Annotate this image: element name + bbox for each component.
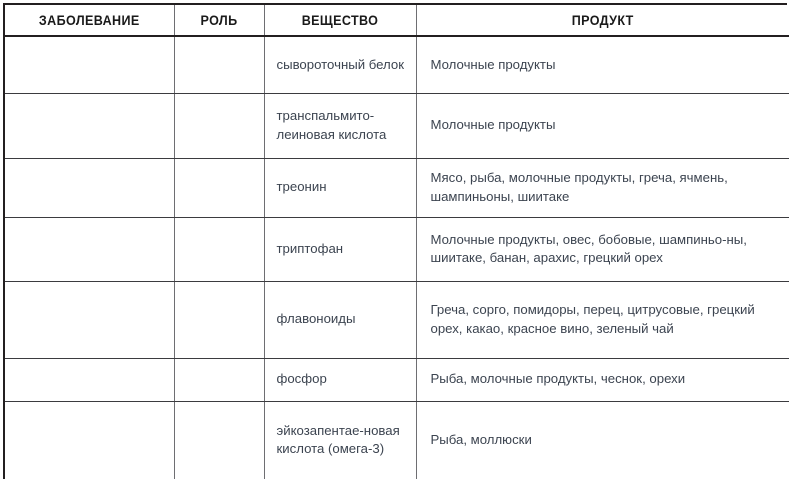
table-header-row — [5, 5, 789, 36]
table-row — [5, 401, 789, 479]
cell-product: Молочные продукты, овес, бобовые, шампиньо-ны, шиитаке, банан, арахис, грецкий орех — [416, 217, 789, 281]
cell-substance: триптофан — [264, 217, 416, 281]
cell-disease — [5, 93, 174, 158]
table-row — [5, 358, 789, 401]
cell-substance: треонин — [264, 158, 416, 217]
table-row — [5, 158, 789, 217]
cell-disease — [5, 358, 174, 401]
cell-disease — [5, 36, 174, 93]
nutrition-table — [5, 5, 789, 479]
cell-substance: фосфор — [264, 358, 416, 401]
table-row — [5, 281, 789, 358]
column-header-substance: ВЕЩЕСТВО — [269, 5, 410, 36]
cell-disease — [5, 281, 174, 358]
cell-role — [174, 358, 264, 401]
table-row — [5, 217, 789, 281]
cell-substance: сывороточный белок — [264, 36, 416, 93]
cell-product: Греча, сорго, помидоры, перец, цитрусовые, грецкий орех, какао, красное вино, зеленый чай — [416, 281, 789, 358]
cell-role — [174, 93, 264, 158]
cell-role — [174, 217, 264, 281]
table-header — [5, 5, 789, 36]
column-header-disease: ЗАБОЛЕВАНИЕ — [11, 5, 168, 36]
cell-role — [174, 158, 264, 217]
table-row — [5, 93, 789, 158]
cell-disease — [5, 217, 174, 281]
cell-product: Рыба, молочные продукты, чеснок, орехи — [416, 358, 789, 401]
cell-role — [174, 36, 264, 93]
column-header-product: ПРОДУКТ — [429, 5, 776, 36]
cell-product: Рыба, моллюски — [430, 432, 532, 448]
table-row — [5, 36, 789, 93]
cell-substance: эйкозапентае-новая кислота (омега-3) — [264, 401, 416, 479]
table-body — [5, 36, 789, 479]
cell-substance: транспальмито-леиновая кислота — [264, 93, 416, 158]
cell-disease — [5, 158, 174, 217]
cell-role — [174, 401, 264, 479]
cell-product: Мясо, рыба, молочные продукты, греча, ячмень, шампиньоны, шиитаке — [416, 158, 789, 217]
column-header-role: РОЛЬ — [177, 5, 261, 36]
cell-disease — [5, 401, 174, 479]
cell-role — [174, 281, 264, 358]
cell-product: Молочные продукты — [416, 93, 789, 158]
nutrition-table-container — [3, 3, 787, 479]
cell-product: Молочные продукты — [416, 36, 789, 93]
cell-substance: флавоноиды — [264, 281, 416, 358]
